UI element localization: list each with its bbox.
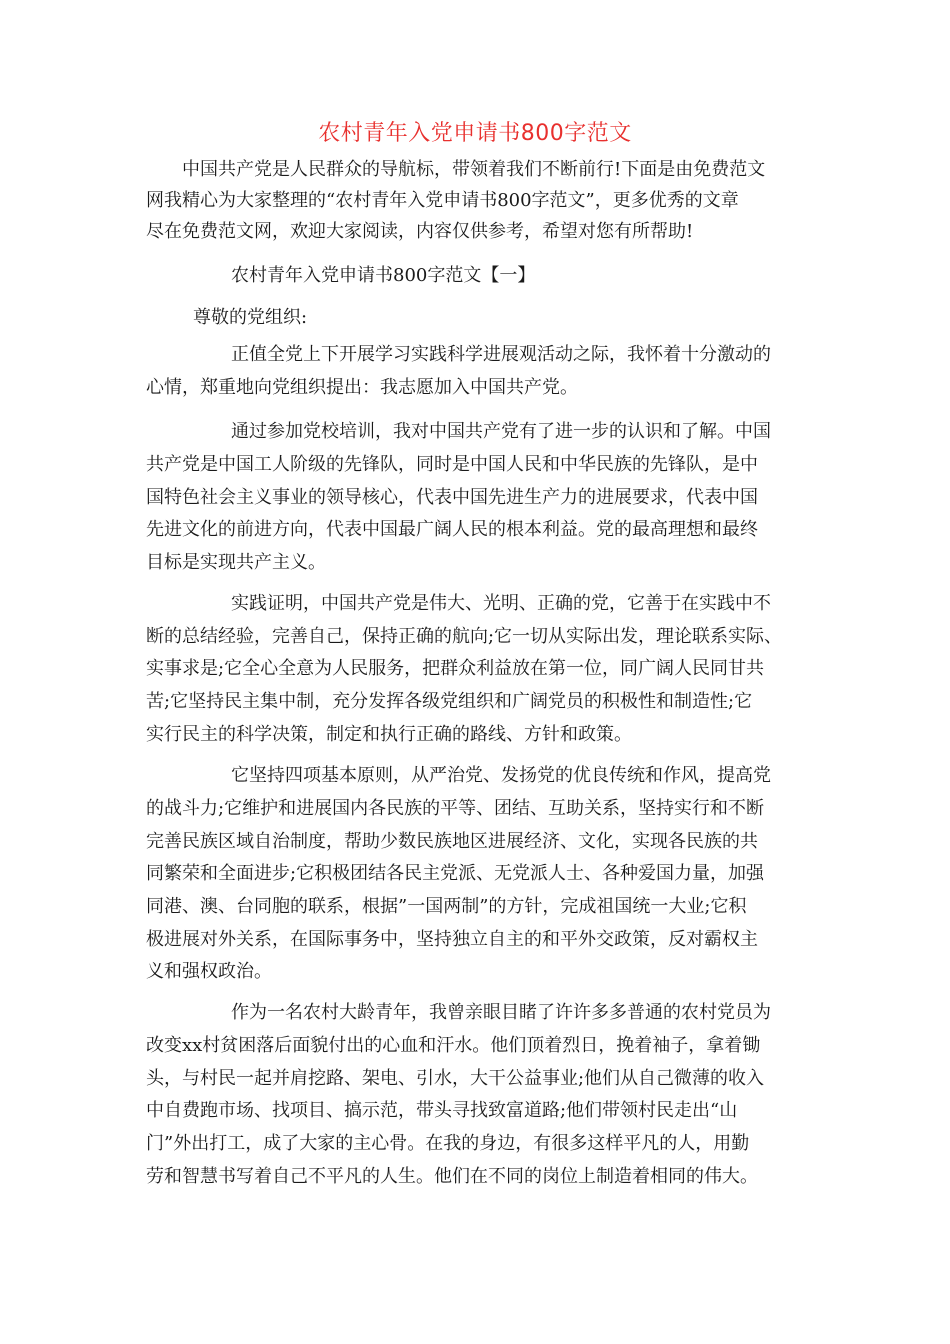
salutation: 尊敬的党组织: [193,307,308,328]
paragraph-line: 中自费跑市场、找项目、搞示范，带头寻找致富道路;他们带领村民走出“山 [146,1100,738,1121]
intro-line: 尽在免费范文网，欢迎大家阅读，内容仅供参考，希望对您有所帮助! [146,221,694,242]
paragraph-line: 极进展对外关系，在国际事务中，坚持独立自主的和平外交政策，反对霸权主 [146,929,758,950]
paragraph-line: 门”外出打工，成了大家的主心骨。在我的身边，有很多这样平凡的人，用勤 [146,1133,750,1154]
paragraph-line: 头，与村民一起并肩挖路、架电、引水，大干公益事业;他们从自己微薄的收入 [146,1068,765,1089]
paragraph-line: 目标是实现共产主义。 [146,552,326,573]
paragraph-line: 同港、澳、台同胞的联系，根据”一国两制”的方针，完成祖国统一大业;它积 [146,896,747,917]
paragraph-line: 断的总结经验，完善自己，保持正确的航向;它一切从实际出发，理论联系实际、 [146,626,783,647]
paragraph-line: 正值全党上下开展学习实践科学进展观活动之际，我怀着十分激动的 [231,344,771,365]
paragraph-line: 实事求是;它全心全意为人民服务，把群众利益放在第一位，同广阔人民同甘共 [146,658,765,679]
intro-line: 网我精心为大家整理的“农村青年入党申请书800字范文”，更多优秀的文章 [146,190,739,211]
paragraph-line: 的战斗力;它维护和进展国内各民族的平等、团结、互助关系，坚持实行和不断 [146,798,765,819]
paragraph-line: 苦;它坚持民主集中制，充分发挥各级党组织和广阔党员的积极性和制造性;它 [146,691,753,712]
paragraph-line: 先进文化的前进方向，代表中国最广阔人民的根本利益。党的最高理想和最终 [146,519,758,540]
paragraph-line: 共产党是中国工人阶级的先锋队，同时是中国人民和中华民族的先锋队，是中 [146,454,758,475]
intro-line: 中国共产党是人民群众的导航标，带领着我们不断前行!下面是由免费范文 [182,159,766,180]
paragraph-line: 完善民族区域自治制度，帮助少数民族地区进展经济、文化，实现各民族的共 [146,831,758,852]
section-heading: 农村青年入党申请书800字范文【一】 [231,265,536,286]
paragraph-line: 心情，郑重地向党组织提出：我志愿加入中国共产党。 [146,377,578,398]
paragraph-line: 国特色社会主义事业的领导核心，代表中国先进生产力的进展要求，代表中国 [146,487,758,508]
paragraph-line: 实行民主的科学决策，制定和执行正确的路线、方针和政策。 [146,724,632,745]
paragraph-line: 改变xx村贫困落后面貌付出的心血和汗水。他们顶着烈日，挽着袖子，拿着锄 [146,1035,761,1056]
paragraph-line: 作为一名农村大龄青年，我曾亲眼目睹了许许多多普通的农村党员为 [231,1002,771,1023]
paragraph-line: 它坚持四项基本原则，从严治党、发扬党的优良传统和作风，提高党 [231,765,771,786]
document-title: 农村青年入党申请书800字范文 [318,121,632,146]
paragraph-line: 实践证明，中国共产党是伟大、光明、正确的党，它善于在实践中不 [231,593,771,614]
paragraph-line: 通过参加党校培训，我对中国共产党有了进一步的认识和了解。中国 [231,421,771,442]
paragraph-line: 同繁荣和全面进步;它积极团结各民主党派、无党派人士、各种爱国力量，加强 [146,863,765,884]
paragraph-line: 劳和智慧书写着自己不平凡的人生。他们在不同的岗位上制造着相同的伟大。 [146,1166,758,1187]
paragraph-line: 义和强权政治。 [146,961,272,982]
